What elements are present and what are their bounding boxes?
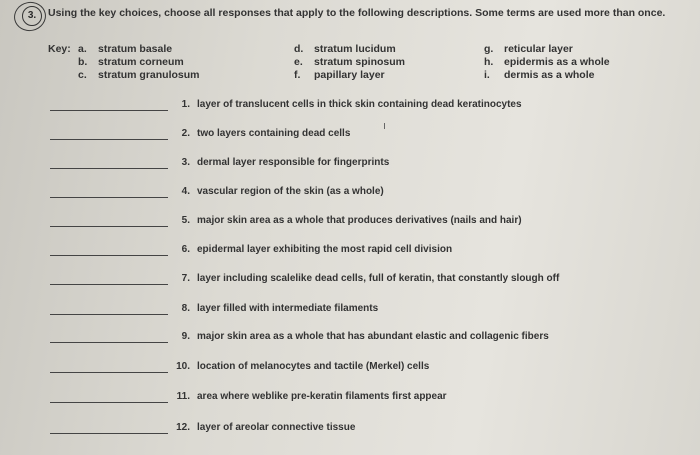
key-choice — [294, 56, 405, 69]
answer-blank[interactable] — [50, 197, 168, 198]
key-column-1 — [78, 43, 200, 82]
item-number: 6. — [181, 244, 190, 255]
key-term: stratum lucidum — [314, 43, 396, 55]
key-choice — [78, 69, 200, 82]
key-term: stratum spinosum — [314, 56, 406, 68]
key-letter: b. — [78, 56, 88, 68]
question-item — [0, 391, 700, 407]
item-number: 7. — [181, 273, 190, 284]
question-item — [0, 99, 700, 115]
item-number: 3. — [181, 157, 190, 168]
question-item — [0, 422, 700, 438]
item-description: layer of translucent cells in thick skin containing dead keratinocytes — [197, 99, 522, 110]
answer-blank[interactable] — [50, 226, 168, 227]
item-description: layer of areolar connective tissue — [197, 422, 356, 433]
key-column-2 — [294, 43, 405, 82]
key-term: dermis as a whole — [504, 69, 595, 81]
item-description: layer including scalelike dead cells, full of keratin, that constantly slough off — [197, 273, 560, 284]
key-letter: c. — [78, 69, 87, 81]
answer-blank[interactable] — [50, 402, 168, 403]
key-choice — [484, 43, 610, 56]
answer-blank[interactable] — [50, 168, 168, 169]
key-letter: f. — [294, 69, 301, 81]
question-number: 3. — [22, 6, 42, 26]
item-number: 2. — [181, 128, 190, 139]
question-item — [0, 331, 700, 347]
question-item — [0, 303, 700, 319]
answer-blank[interactable] — [50, 314, 168, 315]
answer-blank[interactable] — [50, 284, 168, 285]
key-term: papillary layer — [314, 69, 385, 81]
instructions: Using the key choices, choose all responses that apply to the following descriptions. Some terms are used more than once. — [48, 7, 666, 19]
item-description: location of melanocytes and tactile (Merkel) cells — [197, 361, 430, 372]
item-number: 10. — [176, 361, 190, 372]
answer-blank[interactable] — [50, 110, 168, 111]
question-item — [0, 244, 700, 260]
item-number: 4. — [181, 186, 190, 197]
key-term: stratum corneum — [98, 56, 184, 68]
question-item — [0, 273, 700, 289]
key-term: epidermis as a whole — [504, 56, 610, 68]
item-description: major skin area as a whole that has abundant elastic and collagenic fibers — [197, 331, 549, 342]
item-number: 11. — [176, 391, 190, 402]
key-letter: a. — [78, 43, 87, 55]
question-item — [0, 215, 700, 231]
question-item — [0, 128, 700, 144]
key-choice — [294, 69, 405, 82]
question-item — [0, 361, 700, 377]
key-column-3 — [484, 43, 610, 82]
key-letter: i. — [484, 69, 490, 81]
key-letter: g. — [484, 43, 494, 55]
key-term: reticular layer — [504, 43, 573, 55]
answer-blank[interactable] — [50, 433, 168, 434]
answer-blank[interactable] — [50, 342, 168, 343]
key-choice — [78, 56, 200, 69]
key-label: Key: — [48, 43, 71, 55]
item-number: 9. — [181, 331, 190, 342]
item-description: dermal layer responsible for fingerprints — [197, 157, 390, 168]
item-number: 5. — [181, 215, 190, 226]
item-description: layer filled with intermediate filaments — [197, 303, 379, 314]
item-description: vascular region of the skin (as a whole) — [197, 186, 384, 197]
key-choice — [294, 43, 405, 56]
answer-blank[interactable] — [50, 255, 168, 256]
question-item — [0, 186, 700, 202]
item-description: area where weblike pre-keratin filaments first appear — [197, 391, 447, 402]
key-choice — [78, 43, 200, 56]
item-description: major skin area as a whole that produces derivatives (nails and hair) — [197, 215, 522, 226]
item-description: two layers containing dead cells — [197, 128, 351, 139]
answer-blank[interactable] — [50, 139, 168, 140]
key-letter: e. — [294, 56, 303, 68]
item-description: epidermal layer exhibiting the most rapid cell division — [197, 244, 453, 255]
key-letter: h. — [484, 56, 494, 68]
key-choice — [484, 56, 610, 69]
key-letter: d. — [294, 43, 304, 55]
key-choice — [484, 69, 610, 82]
answer-blank[interactable] — [50, 372, 168, 373]
item-number: 12. — [176, 422, 190, 433]
key-term: stratum granulosum — [98, 69, 200, 81]
key-term: stratum basale — [98, 43, 173, 55]
item-number: 1. — [181, 99, 190, 110]
item-number: 8. — [181, 303, 190, 314]
question-item — [0, 157, 700, 173]
